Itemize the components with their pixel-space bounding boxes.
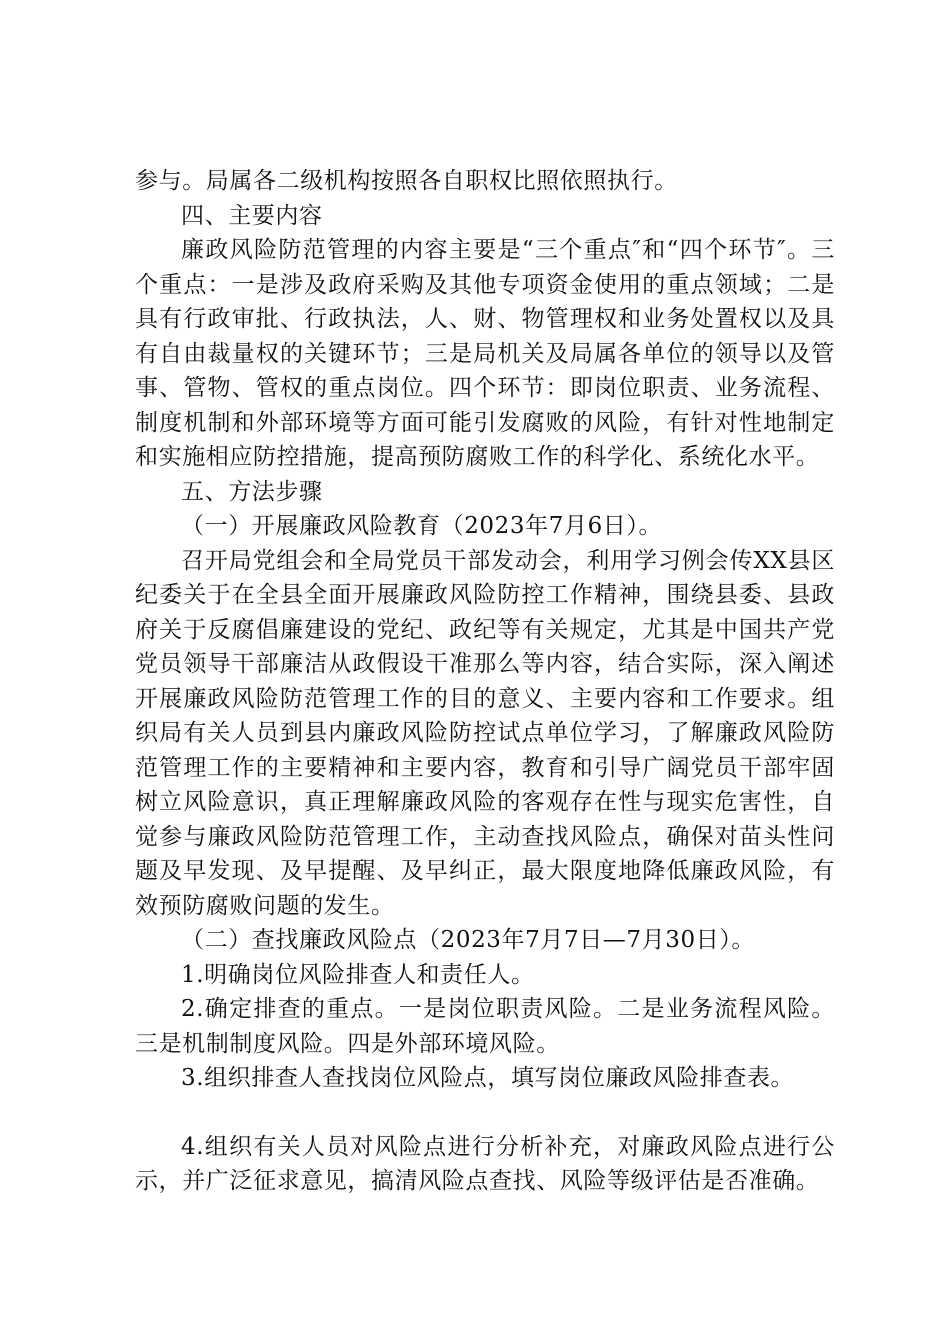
paragraph-continuation: 参与。局属各二级机构按照各自职权比照依照执行。	[135, 168, 678, 194]
list-item-3: 3.组织排查人查找岗位风险点，填写岗位廉政风险排查表。	[181, 1065, 795, 1091]
subheading-find-risk-points: （二）查找廉政风险点（2023年7月7日—7月30日）。	[181, 927, 755, 953]
subheading-risk-education: （一）开展廉政风险教育（2023年7月6日）。	[181, 513, 663, 539]
paragraph-risk-education: 召开局党组会和全局党员干部发动会，利用学习例会传XX县区纪委关于在全县全面开展廉政风险防控工作精神，围绕县委、县政府关于反腐倡廉建设的党纪、政纪等有关规定，尤其是中国共产党党员领导干部廉洁从政假设干准那么等内容，结合实际，深入阐述开展廉政风险防范管理工作的目的意义、主要内容和工作要求。组织局有关人员到县内廉政风险防控试点单位学习，了解廉政风险防范管理工作的主要精神和主要内容，教育和引导广阔党员干部牢固树立风险意识，真正理解廉政风险的客观存在性与现实危害性，自觉参与廉政风险防范管理工作，主动查找风险点，确保对苗头性问题及早发现、及早提醒、及早纠正，最大限度地降低廉政风险，有效预防腐败问题的发生。	[135, 547, 835, 919]
list-item-4: 4.组织有关人员对风险点进行分析补充，对廉政风险点进行公示，并广泛征求意见，搞清风险点查找、风险等级评估是否准确。	[135, 1133, 835, 1194]
section-heading-methods: 五、方法步骤	[181, 478, 323, 505]
list-item-2: 2.确定排查的重点。一是岗位职责风险。二是业务流程风险。三是机制制度风险。四是外部环境风险。	[135, 996, 835, 1057]
document-body	[135, 164, 835, 1199]
paragraph-main-content: 廉政风险防范管理的内容主要是“三个重点″和“四个环节″。三个重点：一是涉及政府采购及其他专项资金使用的重点领域；二是具有行政审批、行政执法，人、财、物管理权和业务处置权以及具有自由裁量权的关键环节；三是局机关及局属各单位的领导以及管事、管物、管权的重点岗位。四个环节：即岗位职责、业务流程、制度机制和外部环境等方面可能引发腐败的风险，有针对性地制定和实施相应防控措施，提高预防腐败工作的科学化、系统化水平。	[135, 237, 835, 470]
section-heading-main-content: 四、主要内容	[181, 202, 323, 229]
list-item-1: 1.明确岗位风险排查人和责任人。	[181, 961, 535, 988]
